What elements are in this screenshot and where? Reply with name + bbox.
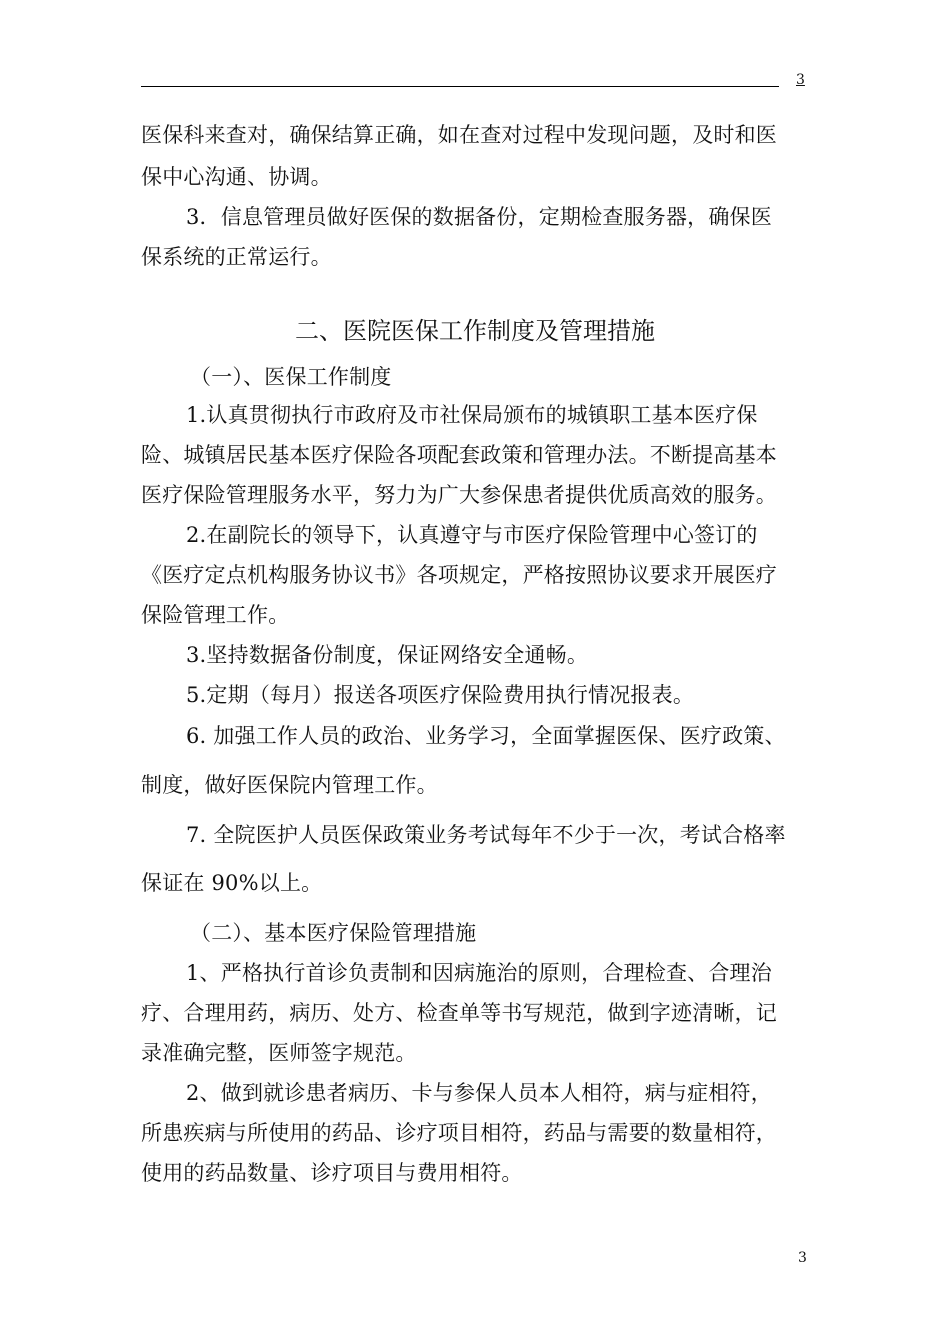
paragraph-line: 6. 加强工作人员的政治、业务学习，全面掌握医保、医疗政策、 (186, 724, 786, 748)
paragraph-line: 3.坚持数据备份制度，保证网络安全通畅。 (186, 643, 589, 667)
paragraph-line: 保中心沟通、协调。 (141, 165, 332, 189)
paragraph-line: 保系统的正常运行。 (141, 245, 332, 269)
paragraph-line: 2、做到就诊患者病历、卡与参保人员本人相符，病与症相符， (186, 1081, 772, 1105)
header-rule (141, 86, 779, 87)
subsection-heading: （一）、医保工作制度 (190, 365, 392, 389)
paragraph-line: 保险管理工作。 (141, 603, 290, 627)
paragraph-line: 险、城镇居民基本医疗保险各项配套政策和管理办法。不断提高基本 (141, 443, 777, 467)
header-page-number: 3 (796, 72, 805, 88)
section-title: 二、医院医保工作制度及管理措施 (295, 317, 655, 345)
footer-page-number: 3 (798, 1250, 807, 1266)
paragraph-line: 7. 全院医护人员医保政策业务考试每年不少于一次，考试合格率 (186, 823, 786, 847)
paragraph-line: 3．信息管理员做好医保的数据备份，定期检查服务器，确保医 (186, 205, 772, 229)
paragraph-line: 2.在副院长的领导下，认真遵守与市医疗保险管理中心签订的 (186, 523, 758, 547)
paragraph-line: 制度，做好医保院内管理工作。 (141, 773, 438, 797)
paragraph-line: 所患疾病与所使用的药品、诊疗项目相符，药品与需要的数量相符， (141, 1121, 777, 1145)
paragraph-line: 医保科来查对，确保结算正确，如在查对过程中发现问题，及时和医 (141, 123, 777, 147)
paragraph-line: 医疗保险管理服务水平，努力为广大参保患者提供优质高效的服务。 (141, 483, 777, 507)
paragraph-line: 疗、合理用药，病历、处方、检查单等书写规范，做到字迹清晰，记 (141, 1001, 777, 1025)
paragraph-line: 保证在 90%以上。 (141, 871, 323, 895)
paragraph-line: 1.认真贯彻执行市政府及市社保局颁布的城镇职工基本医疗保 (186, 403, 758, 427)
subsection-heading: （二）、基本医疗保险管理措施 (190, 921, 477, 945)
paragraph-line: 1、严格执行首诊负责制和因病施治的原则，合理检查、合理治 (186, 961, 772, 985)
paragraph-line: 5.定期（每月）报送各项医疗保险费用执行情况报表。 (186, 683, 695, 707)
paragraph-line: 《医疗定点机构服务协议书》各项规定，严格按照协议要求开展医疗 (141, 563, 777, 587)
paragraph-line: 使用的药品数量、诊疗项目与费用相符。 (141, 1161, 523, 1185)
paragraph-line: 录准确完整，医师签字规范。 (141, 1041, 417, 1065)
